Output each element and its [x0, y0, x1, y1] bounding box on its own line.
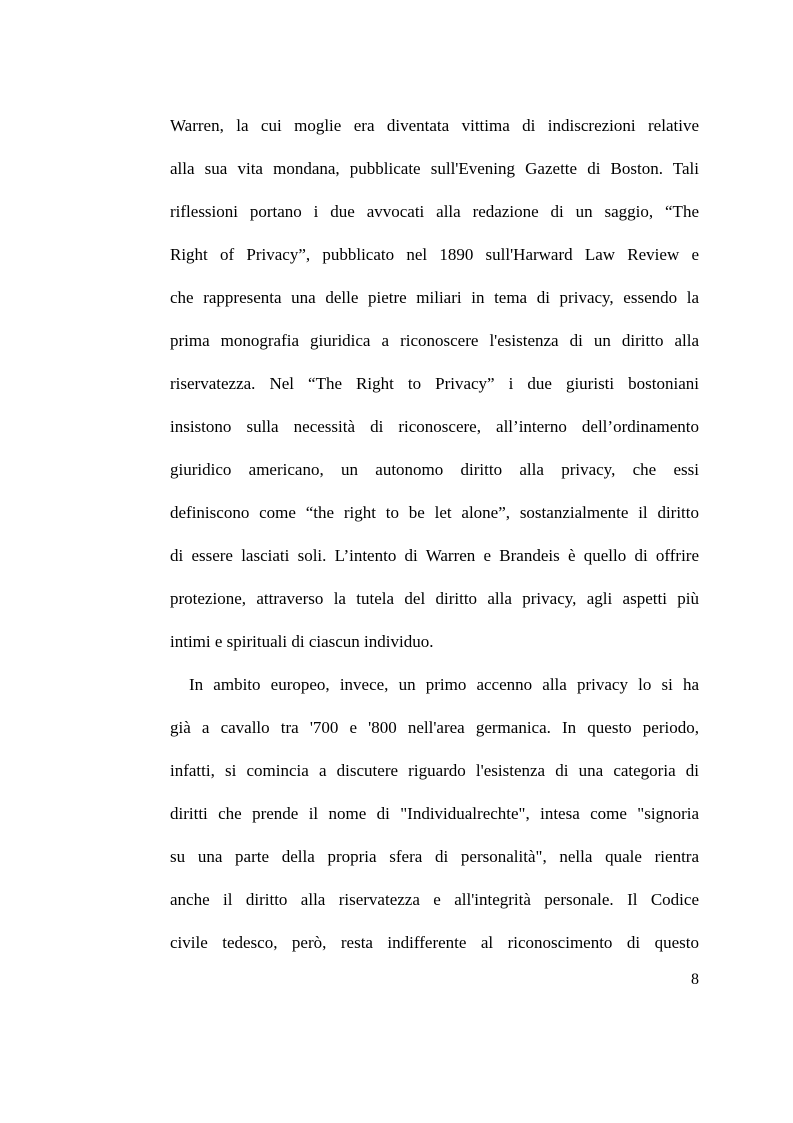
paragraph-last-line: intimi e spirituali di ciascun individuo. [170, 632, 434, 651]
text-line: anche il diritto alla riservatezza e all'integrità personale. Il Codice [170, 890, 699, 909]
text-line: prima monografia giuridica a riconoscere l'esistenza di un diritto alla [170, 331, 699, 350]
text-line: giuridico americano, un autonomo diritto alla privacy, che essi [170, 460, 699, 479]
text-line: infatti, si comincia a discutere riguardo l'esistenza di una categoria di [170, 761, 699, 780]
page-number: 8 [691, 971, 699, 988]
text-line: riflessioni portano i due avvocati alla redazione di un saggio, “The [170, 202, 699, 221]
text-line: definiscono come “the right to be let alone”, sostanzialmente il diritto [170, 503, 699, 522]
text-line: alla sua vita mondana, pubblicate sull'Evening Gazette di Boston. Tali [170, 159, 699, 178]
text-line: di essere lasciati soli. L’intento di Warren e Brandeis è quello di offrire [170, 546, 699, 565]
paragraph-first-line: In ambito europeo, invece, un primo accenno alla privacy lo si ha [189, 675, 699, 694]
text-line: che rappresenta una delle pietre miliari in tema di privacy, essendo la [170, 288, 699, 307]
text-line: protezione, attraverso la tutela del diritto alla privacy, agli aspetti più [170, 589, 699, 608]
text-line: Warren, la cui moglie era diventata vittima di indiscrezioni relative [170, 116, 699, 135]
text-line: riservatezza. Nel “The Right to Privacy” i due giuristi bostoniani [170, 374, 699, 393]
text-line: insistono sulla necessità di riconoscere, all’interno dell’ordinamento [170, 417, 699, 436]
text-line: su una parte della propria sfera di personalità", nella quale rientra [170, 847, 699, 866]
text-line: Right of Privacy”, pubblicato nel 1890 sull'Harward Law Review e [170, 245, 699, 264]
body-text [170, 111, 699, 971]
text-line: civile tedesco, però, resta indifferente al riconoscimento di questo [170, 933, 699, 952]
text-line: diritti che prende il nome di "Individualrechte", intesa come "signoria [170, 804, 699, 823]
text-line: già a cavallo tra '700 e '800 nell'area germanica. In questo periodo, [170, 718, 699, 737]
